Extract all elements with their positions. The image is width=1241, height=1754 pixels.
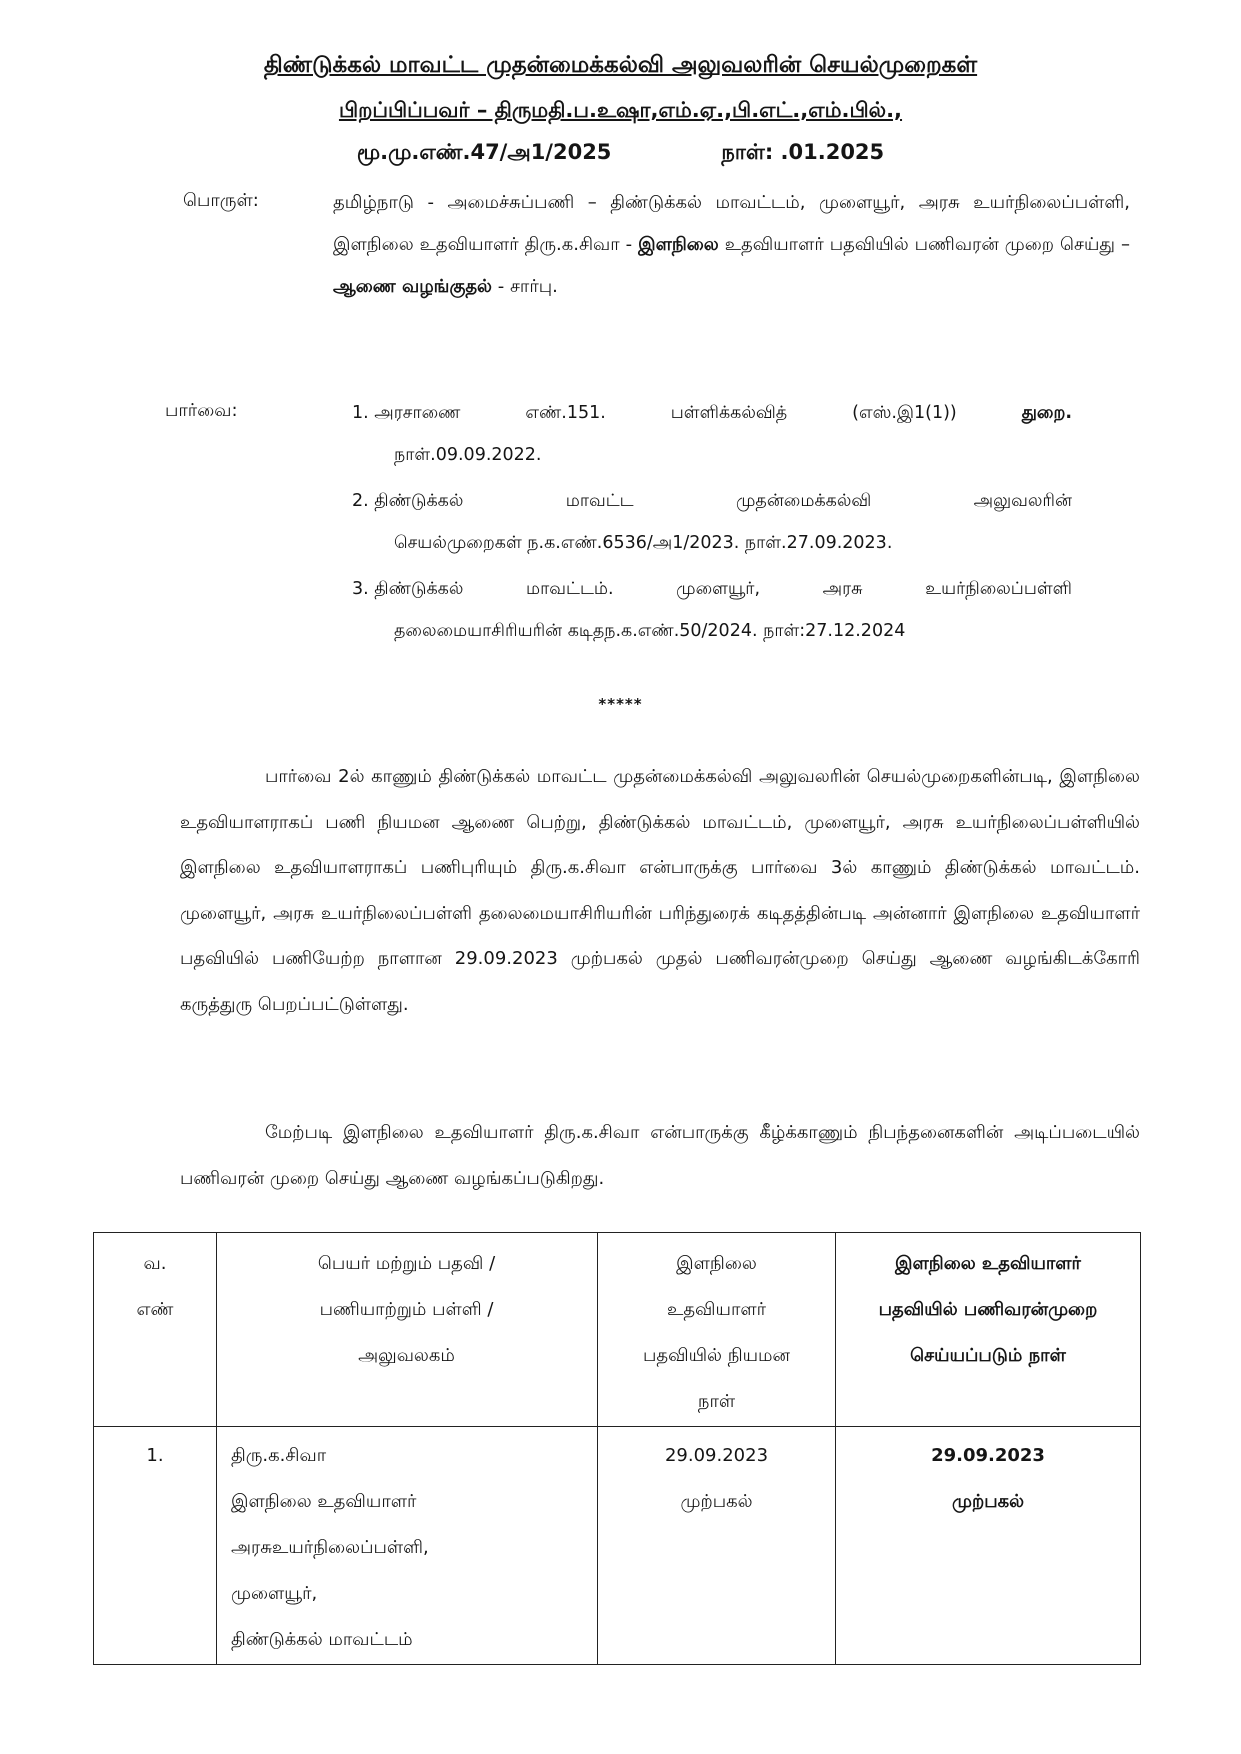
body-paragraph-2: மேற்படி இளநிலை உதவியாளர் திரு.க.சிவா என்பாருக்கு கீழ்க்காணும் நிபந்தனைகளின் அடிப்படையில் பணிவரன் முறை செய்து ஆணை வழங்கப்படுகிறது. [180,1122,1140,1189]
header-text: பதவியில் பணிவரன்முறை [878,1299,1098,1320]
appointment-session: முற்பகல் [680,1491,753,1512]
references-label: பார்வை: [165,400,238,421]
header-text: எண் [136,1299,174,1320]
header-text: வ. [143,1253,167,1274]
subject-bold-1: இளநிலை [638,234,719,255]
header-name-designation [217,1233,598,1427]
reference-item [352,568,1072,652]
appointment-date: 29.09.2023 [664,1445,769,1466]
ref-2-word: மாவட்ட [565,491,634,511]
ref-1-date: நாள்.09.09.2022. [394,445,542,465]
regularisation-session: முற்பகல் [951,1491,1025,1512]
ref-1-word: (எஸ்.இ1(1)) [852,403,957,423]
subject-part-3: - சார்பு. [492,276,558,297]
employee-district: திண்டுக்கல் மாவட்டம் [231,1629,413,1650]
header-text: பதவியில் நியமன [642,1345,790,1366]
table-header-row [94,1233,1141,1427]
document-title: திண்டுக்கல் மாவட்ட முதன்மைக்கல்வி அலுவலரின் செயல்முறைகள் [263,52,978,78]
ref-3-word: உயர்நிலைப்பள்ளி [925,579,1072,599]
ref-3-word: மாவட்டம். [526,579,614,599]
header-text: இளநிலை உதவியாளர் [895,1253,1081,1274]
section-separator: ***** [598,695,643,713]
ref-3-word: 3. திண்டுக்கல் [352,579,464,599]
header-text: அலுவலகம் [358,1345,455,1366]
reference-date-line [0,140,1241,167]
header-serial-number [94,1233,217,1427]
subject-part-1: தமிழ்நாடு - அமைச்சுப்பணி – திண்டுக்கல் மாவட்டம், முளையூர், அரசு உயர்நிலைப்பள்ளி, இளநிலை உதவியாளர் திரு.க.சிவா - [333,192,1130,255]
reference-item [352,392,1072,476]
serial-number: 1. [146,1445,164,1466]
ref-2-details: செயல்முறைகள் ந.க.எண்.6536/அ1/2023. நாள்.27.09.2023. [394,533,893,553]
subject-label: பொருள்: [183,190,259,211]
regularisation-date: 29.09.2023 [931,1445,1045,1466]
regularisation-table [93,1232,1141,1665]
employee-name: திரு.க.சிவா [231,1445,327,1466]
ref-3-word: அரசு [822,579,863,599]
reference-number: மூ.மு.எண்.47/அ1/2025 [356,140,612,164]
subject-text [333,182,1130,308]
employee-designation: இளநிலை உதவியாளர் [231,1491,417,1512]
header-text: இளநிலை [676,1253,757,1274]
reference-item [352,480,1072,564]
header-text: பெயர் மற்றும் பதவி / [317,1253,496,1274]
ref-1-word: துறை. [1021,403,1072,423]
ref-3-word: முளையூர், [676,579,761,599]
ref-1-word: எண்.151. [525,403,606,423]
cell-name-designation [217,1427,598,1665]
header-regularisation-date [836,1233,1141,1427]
ref-1-word: 1. அரசாணை [352,403,461,423]
table-row [94,1427,1141,1665]
cell-serial-number [94,1427,217,1665]
employee-place: முளையூர், [231,1583,318,1604]
subject-part-2: உதவியாளர் பதவியில் பணிவரன் முறை செய்து – [718,234,1130,255]
ref-3-details: தலைமையாசிரியரின் கடிதந.க.எண்.50/2024. நாள்:27.12.2024 [394,621,906,641]
body-paragraph-1: பார்வை 2ல் காணும் திண்டுக்கல் மாவட்ட முதன்மைக்கல்வி அலுவலரின் செயல்முறைகளின்படி, இளநிலை உதவியாளராகப் பணி நியமன ஆணை பெற்று, திண்டுக்கல் மாவட்டம், முளையூர், அரசு உயர்நிலைப்பள்ளியில் இளநிலை உதவியாளராகப் பணிபுரியும் திரு.க.சிவா என்பாருக்கு பார்வை 3ல் காணும் திண்டுக்கல் மாவட்டம். முளையூர், அரசு உயர்நிலைப்பள்ளி தலைமையாசிரியரின் பரிந்துரைக் கடிதத்தின்படி அன்னார் இளநிலை உதவியாளர் பதவியில் பணியேற்ற நாளான 29.09.2023 முற்பகல் முதல் பணிவரன்முறை செய்து ஆணை வழங்கிடக்கோரி கருத்துரு பெறப்பட்டுள்ளது. [180,766,1140,1015]
ref-2-word: முதன்மைக்கல்வி [736,491,872,511]
order-date: நாள்: .01.2025 [721,140,885,164]
header-text: பணியாற்றும் பள்ளி / [319,1299,494,1320]
ref-1-word: பள்ளிக்கல்வித் [670,403,788,423]
ref-2-word: 2. திண்டுக்கல் [352,491,464,511]
header-text: செய்யப்படும் நாள் [910,1345,1066,1366]
issuer-line: பிறப்பிப்பவர் – திருமதி.ப.உஷா,எம்.ஏ.,பி.எட்.,எம்.பில்., [338,98,903,122]
ref-2-word: அலுவலரின் [973,491,1072,511]
header-text: உதவியாளர் [666,1299,767,1320]
references-list [352,392,1072,656]
employee-school: அரசுஉயர்நிலைப்பள்ளி, [231,1537,429,1558]
subject-bold-2: ஆணை வழங்குதல் [333,276,493,297]
cell-regularisation-date [836,1427,1141,1665]
header-text: நாள் [697,1391,736,1412]
header-appointment-date [598,1233,836,1427]
cell-appointment-date [598,1427,836,1665]
